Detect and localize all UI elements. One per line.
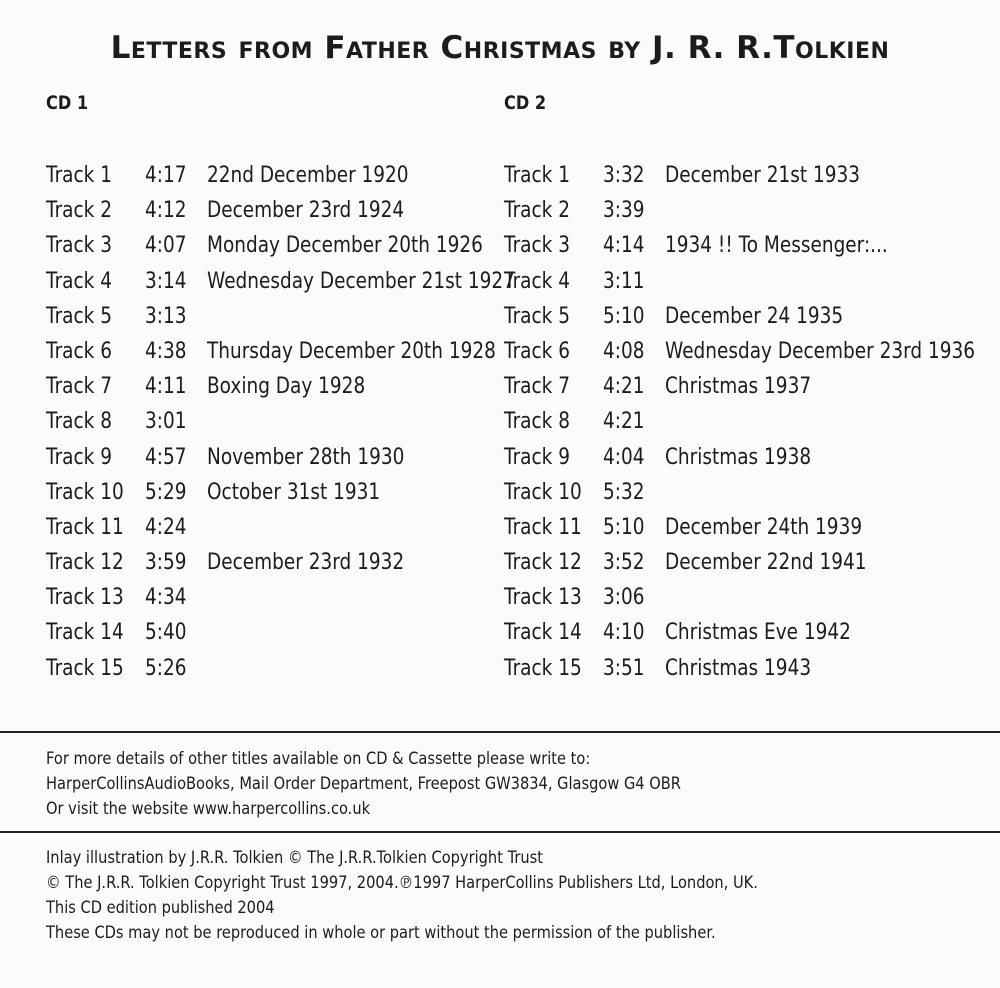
credit-line: © The J.R.R. Tolkien Copyright Trust 1997, 2004.℗1997 HarperCollins Publishers Ltd, London, UK. (46, 873, 758, 893)
track-duration: 5:26 (145, 655, 187, 681)
track-duration: 3:59 (145, 550, 187, 576)
track-date: December 23rd 1932 (207, 550, 405, 576)
track-label: Track 6 (504, 338, 570, 364)
contact-website: Or visit the website www.harpercollins.co.uk (46, 799, 371, 819)
track-label: Track 12 (504, 550, 582, 576)
track-label: Track 13 (46, 585, 124, 611)
cd2-heading: CD 2 (504, 92, 547, 114)
track-duration: 5:40 (145, 620, 187, 646)
track-date: December 21st 1933 (665, 163, 860, 188)
credits-info (46, 846, 874, 946)
track-label: Track 1 (504, 163, 570, 188)
track-label: Track 15 (46, 655, 124, 681)
track-duration: 4:21 (603, 409, 645, 435)
track-label: Track 5 (46, 303, 112, 329)
track-date: December 22nd 1941 (665, 550, 867, 576)
track-duration: 3:52 (603, 550, 645, 576)
track-label: Track 14 (46, 620, 124, 646)
track-label: Track 4 (504, 268, 570, 294)
credit-line: These CDs may not be reproduced in whole or part without the permission of the publisher. (46, 923, 716, 943)
track-duration: 4:08 (603, 338, 645, 364)
divider-line (0, 731, 1000, 733)
track-duration: 3:32 (603, 163, 645, 188)
credit-line: This CD edition published 2004 (46, 898, 275, 918)
track-date: October 31st 1931 (207, 479, 381, 505)
track-duration: 4:57 (145, 444, 187, 470)
track-label: Track 3 (504, 233, 570, 259)
track-duration: 4:24 (145, 514, 187, 540)
track-date: December 24th 1939 (665, 514, 863, 540)
track-label: Track 11 (504, 514, 582, 540)
track-duration: 3:13 (145, 303, 187, 329)
track-duration: 3:11 (603, 268, 645, 294)
track-date: Christmas 1938 (665, 444, 812, 470)
track-date: Christmas Eve 1942 (665, 620, 851, 646)
track-label: Track 10 (504, 479, 582, 505)
track-duration: 4:34 (145, 585, 187, 611)
track-label: Track 9 (504, 444, 570, 470)
track-duration: 3:14 (145, 268, 187, 294)
track-date: 22nd December 1920 (207, 163, 409, 188)
track-label: Track 8 (46, 409, 112, 435)
track-duration: 4:17 (145, 163, 187, 188)
track-label: Track 5 (504, 303, 570, 329)
track-date: Boxing Day 1928 (207, 374, 366, 400)
track-label: Track 3 (46, 233, 112, 259)
track-label: Track 6 (46, 338, 112, 364)
track-label: Track 13 (504, 585, 582, 611)
track-duration: 4:12 (145, 198, 187, 224)
track-label: Track 1 (46, 163, 112, 188)
track-duration: 3:06 (603, 585, 645, 611)
contact-address: HarperCollinsAudioBooks, Mail Order Department, Freepost GW3834, Glasgow G4 OBR (46, 774, 681, 794)
track-date: November 28th 1930 (207, 444, 405, 470)
credit-line: Inlay illustration by J.R.R. Tolkien © The J.R.R.Tolkien Copyright Trust (46, 848, 543, 868)
divider-line (0, 831, 1000, 833)
track-duration: 5:10 (603, 303, 645, 329)
track-duration: 3:51 (603, 655, 645, 681)
track-label: Track 9 (46, 444, 112, 470)
track-duration: 4:38 (145, 338, 187, 364)
track-label: Track 2 (46, 198, 112, 224)
track-label: Track 7 (46, 374, 112, 400)
track-label: Track 8 (504, 409, 570, 435)
track-label: Track 4 (46, 268, 112, 294)
track-duration: 3:39 (603, 198, 645, 224)
contact-info (46, 747, 784, 822)
track-label: Track 7 (504, 374, 570, 400)
track-duration: 4:10 (603, 620, 645, 646)
track-duration: 5:29 (145, 479, 187, 505)
track-date: Christmas 1943 (665, 655, 812, 681)
track-label: Track 14 (504, 620, 582, 646)
track-date: Monday December 20th 1926 (207, 233, 483, 259)
track-date: Thursday December 20th 1928 (207, 338, 496, 364)
track-duration: 5:10 (603, 514, 645, 540)
track-duration: 3:01 (145, 409, 187, 435)
track-duration: 5:32 (603, 479, 645, 505)
track-duration: 4:04 (603, 444, 645, 470)
track-date: 1934 !! To Messenger:... (665, 233, 888, 259)
track-date: Wednesday December 23rd 1936 (665, 338, 975, 364)
track-duration: 4:14 (603, 233, 645, 259)
track-date: December 24 1935 (665, 303, 844, 329)
cd1-heading: CD 1 (46, 92, 89, 114)
track-date: Christmas 1937 (665, 374, 812, 400)
track-label: Track 15 (504, 655, 582, 681)
track-date: Wednesday December 21st 1927 (207, 268, 515, 294)
contact-line: For more details of other titles available on CD & Cassette please write to: (46, 749, 591, 769)
track-label: Track 2 (504, 198, 570, 224)
track-label: Track 10 (46, 479, 124, 505)
track-duration: 4:07 (145, 233, 187, 259)
track-duration: 4:21 (603, 374, 645, 400)
track-duration: 4:11 (145, 374, 187, 400)
page-title: Letters from Father Christmas by J. R. R.Tolkien (110, 30, 890, 66)
track-date: December 23rd 1924 (207, 198, 405, 224)
track-label: Track 11 (46, 514, 124, 540)
track-label: Track 12 (46, 550, 124, 576)
